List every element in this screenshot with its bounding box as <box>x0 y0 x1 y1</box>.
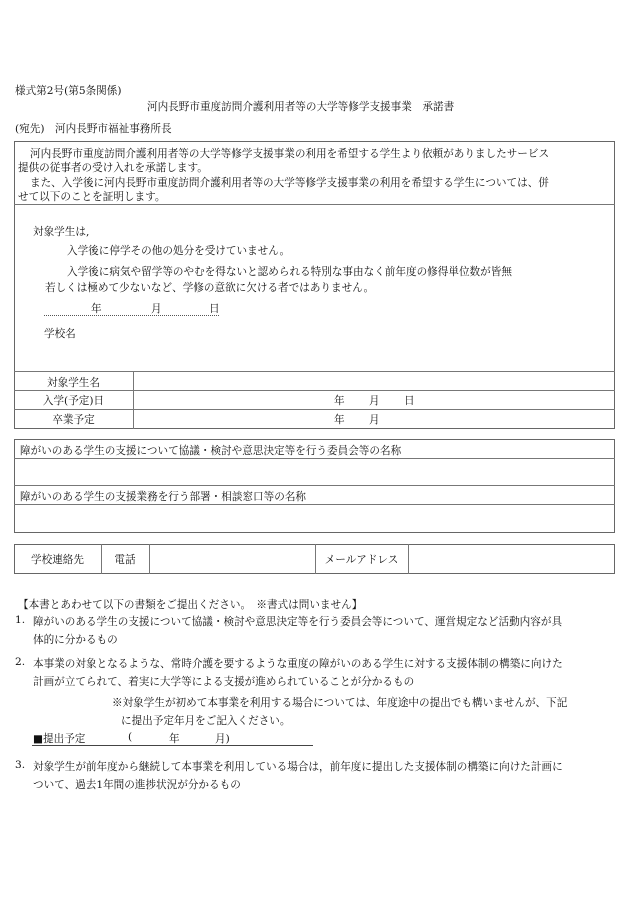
intro-line-4: せて以下のことを証明します。 <box>18 191 166 203</box>
notes-heading: 【本書とあわせて以下の書類をご提出ください。 ※書式は問いません】 <box>18 599 363 611</box>
email-label: メールアドレス <box>324 554 399 566</box>
note-1-number: 1. <box>15 614 26 626</box>
committee-divider-1 <box>14 458 615 459</box>
enrollment-year-label: 年 <box>334 395 345 407</box>
student-name-label: 対象学生名 <box>47 377 100 389</box>
statement-2-line-1: 入学後に病気や留学等のやむを得ないと認められる特別な事由なく前年度の修得単位数が皆無 <box>67 266 512 278</box>
date-input-line[interactable] <box>44 315 219 316</box>
addressee: (宛先) 河内長野市福祉事務所長 <box>15 123 172 135</box>
note-1-line-1: 障がいのある学生の支援について協議・検討や意思決定等を行う委員会等について、運営規定など活動内容が具 <box>33 616 563 628</box>
submit-schedule-underline[interactable] <box>32 745 313 746</box>
note-2-line-1: 本事業の対象となるような、常時介護を要するような重度の障がいのある学生に対する支援体制の構築に向けた <box>33 658 563 670</box>
enrollment-date-label: 入学(予定)日 <box>42 395 105 407</box>
graduation-label: 卒業予定 <box>52 414 95 426</box>
graduation-month-label: 月 <box>369 414 380 426</box>
target-heading: 対象学生は, <box>33 226 90 238</box>
intro-divider <box>14 204 615 205</box>
intro-line-3: また、入学後に河内長野市重度訪問介護利用者等の大学等修学支援事業の利用を希望する学生については、併 <box>30 177 549 189</box>
statement-2-line-2: 若しくは極めて少ないなど、学修の意欲に欠ける者ではありません。 <box>45 282 375 294</box>
note-2-remark-line-2: に提出予定年月をご記入ください。 <box>121 715 291 727</box>
note-3-line-1: 対象学生が前年度から継続して本事業を利用している場合は，前年度に提出した支援体制の構築に向けた計画に <box>33 761 563 773</box>
note-2-line-2: 計画が立てられて、着実に大学等による支援が進められていることが分かるもの <box>33 676 415 688</box>
committee-divider-2 <box>14 485 615 486</box>
note-1-line-2: 体的に分かるもの <box>33 634 118 646</box>
school-name-label: 学校名 <box>44 328 76 340</box>
note-3-line-2: ついて、過去1年間の進捗状況が分かるもの <box>33 779 241 791</box>
note-3-number: 3. <box>15 759 26 771</box>
intro-line-2: 提供の従事者の受け入れを承諾します。 <box>18 162 208 174</box>
department-name-label: 障がいのある学生の支援業務を行う部署・相談窓口等の名称 <box>20 491 307 503</box>
submit-month-label: 月) <box>215 733 230 745</box>
committee-divider-3 <box>14 504 615 505</box>
committee-name-field[interactable] <box>16 460 612 483</box>
committee-name-label: 障がいのある学生の支援について協議・検討や意思決定等を行う委員会等の名称 <box>20 445 402 457</box>
note-2-remark-line-1: ※対象学生が初めて本事業を利用する場合については、年度途中の提出でも構いませんが、下記 <box>112 697 568 709</box>
enrollment-day-label: 日 <box>404 395 415 407</box>
school-name-field[interactable] <box>100 322 600 342</box>
department-name-field[interactable] <box>16 506 612 531</box>
enrollment-month-label: 月 <box>369 395 380 407</box>
phone-field[interactable] <box>150 545 314 573</box>
submit-year-label: 年 <box>169 733 180 745</box>
email-field[interactable] <box>409 545 614 573</box>
graduation-year-label: 年 <box>334 414 345 426</box>
date-year-label: 年 <box>91 303 102 315</box>
phone-label: 電話 <box>114 554 136 566</box>
document-title: 河内長野市重度訪問介護利用者等の大学等修学支援事業 承諾書 <box>147 101 455 113</box>
statement-1: 入学後に停学その他の処分を受けていません。 <box>67 245 291 257</box>
submit-schedule-label: ■提出予定 <box>33 733 86 745</box>
date-day-label: 日 <box>209 303 220 315</box>
date-month-label: 月 <box>151 303 162 315</box>
submit-paren-open: ( <box>128 731 133 743</box>
school-contact-label: 学校連絡先 <box>31 554 84 566</box>
note-2-number: 2. <box>15 656 26 668</box>
student-name-field[interactable] <box>134 372 614 390</box>
form-number: 様式第2号(第5条関係) <box>15 85 122 97</box>
intro-line-1: 河内長野市重度訪問介護利用者等の大学等修学支援事業の利用を希望する学生より依頼がありましたサービス <box>30 148 550 160</box>
